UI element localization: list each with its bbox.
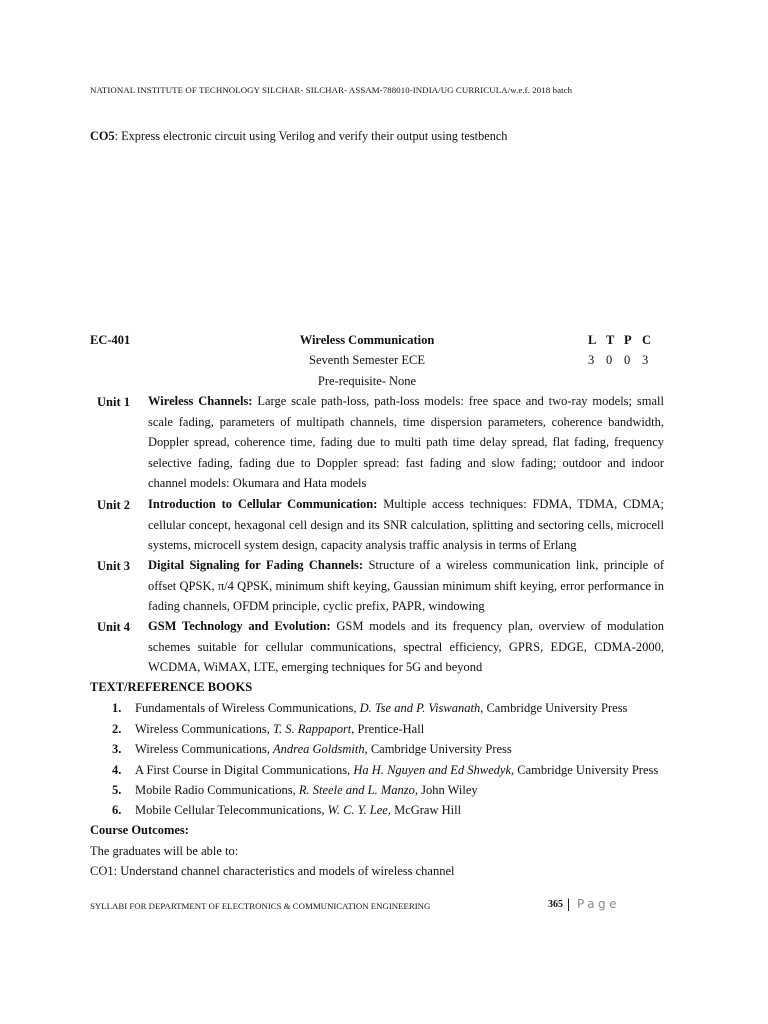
book-item	[112, 742, 512, 757]
book-publisher: , John Wiley	[414, 783, 478, 797]
book-author: D. Tse and P. Viswanath	[359, 701, 481, 715]
unit-3-label: Unit 3	[97, 559, 130, 573]
unit-1-label: Unit 1	[97, 395, 130, 409]
book-title: A First Course in Digital Communications,	[135, 763, 354, 777]
book-publisher: , Prentice-Hall	[351, 722, 425, 736]
unit-4-content	[148, 616, 664, 678]
unit-4-text: GSM models and its frequency plan, overview of modulation schemes suitable for cellular communications, spectral efficiency, GPRS, EDGE, CDMA-2000, WCDMA, WiMAX, LTE, emerging techniques for 5G and beyond	[148, 619, 664, 675]
unit-2-text: Multiple access techniques: FDMA, TDMA, CDMA; cellular concept, hexagonal cell design and its SNR calculation, splitting and sectoring cells, microcell systems, microcell system design, capacity analysis traffic analysis in terms of Erlang	[148, 497, 664, 553]
unit-2-content	[148, 494, 664, 556]
book-publisher: , McGraw Hill	[387, 803, 462, 817]
unit-2-label: Unit 2	[97, 498, 130, 512]
ltpc-header-c: C	[642, 333, 652, 347]
course-outcome-co1: CO1: Understand channel characteristics and models of wireless channel	[90, 864, 455, 878]
course-title: Wireless Communication	[299, 333, 435, 347]
book-title: Fundamentals of Wireless Communications,	[135, 701, 360, 715]
book-item	[112, 803, 461, 818]
course-prerequisite: Pre-requisite- None	[317, 374, 417, 388]
book-title: Wireless Communications,	[135, 722, 274, 736]
book-title: Mobile Cellular Telecommunications,	[135, 803, 328, 817]
course-outcome-co5	[90, 129, 507, 144]
unit-2-heading: Introduction to Cellular Communication:	[148, 497, 378, 511]
page-header: NATIONAL INSTITUTE OF TECHNOLOGY SILCHAR- SILCHAR- ASSAM-788010-INDIA/UG CURRICULA/w.e.f. 2018 batch	[90, 85, 573, 95]
page-separator: |	[567, 897, 571, 912]
book-author: W. C. Y. Lee	[327, 803, 388, 817]
book-publisher: , Cambridge University Press	[480, 701, 628, 715]
ltpc-header-p: P	[624, 333, 632, 347]
book-number: 6.	[112, 803, 122, 817]
book-number: 4.	[112, 763, 122, 777]
page-word: Page	[577, 897, 621, 911]
ltpc-header-t: T	[606, 333, 615, 347]
co5-label: CO5	[90, 129, 115, 143]
book-number: 2.	[112, 722, 122, 736]
ltpc-headers	[588, 333, 660, 348]
book-author: Andrea Goldsmith	[273, 742, 365, 756]
unit-1-content	[148, 391, 664, 494]
books-heading: TEXT/REFERENCE BOOKS	[90, 680, 253, 694]
unit-3-heading: Digital Signaling for Fading Channels:	[148, 558, 364, 572]
book-item	[112, 701, 627, 716]
ltpc-header-l: L	[588, 333, 597, 347]
ltpc-value-l: 3	[588, 353, 595, 367]
book-author: Ha H. Nguyen and Ed Shwedyk	[353, 763, 512, 777]
ltpc-value-t: 0	[606, 353, 613, 367]
book-item	[112, 763, 658, 778]
ltpc-values	[588, 353, 660, 368]
book-item	[112, 783, 478, 798]
ltpc-value-c: 3	[642, 353, 649, 367]
unit-4-heading: GSM Technology and Evolution:	[148, 619, 331, 633]
book-number: 1.	[112, 701, 122, 715]
unit-3-content	[148, 555, 664, 617]
book-number: 3.	[112, 742, 122, 756]
page-footer: SYLLABI FOR DEPARTMENT OF ELECTRONICS & COMMUNICATION ENGINEERING	[90, 901, 431, 911]
unit-4-label: Unit 4	[97, 620, 130, 634]
ltpc-value-p: 0	[624, 353, 631, 367]
page-number: 365	[548, 899, 563, 910]
course-outcomes-intro: The graduates will be able to:	[90, 844, 239, 858]
book-publisher: , Cambridge University Press	[364, 742, 512, 756]
book-item	[112, 722, 424, 737]
unit-1-text: Large scale path-loss, path-loss models: free space and two-ray models; small scale fading, parameters of multipath channels, time dispersion parameters, coherence bandwidth, Doppler spread, coherence time, fading due to multi path time delay spread, flat fading, frequency selective fading, fading due to Doppler spread: fast fading and slow fading; outdoor and indoor channel models: Okumara and Hata models	[148, 394, 664, 491]
book-author: T. S. Rappaport	[273, 722, 352, 736]
course-outcomes-heading: Course Outcomes:	[90, 823, 189, 837]
book-number: 5.	[112, 783, 122, 797]
course-semester: Seventh Semester ECE	[309, 353, 425, 367]
book-author: R. Steele and L. Manzo	[298, 783, 415, 797]
unit-1-heading: Wireless Channels:	[148, 394, 253, 408]
unit-3-text: Structure of a wireless communication link, principle of offset QPSK, π/4 QPSK, minimum shift keying, Gaussian minimum shift keying, error performance in fading channels, OFDM principle, cyclic prefix, PAPR, windowing	[148, 558, 664, 614]
book-title: Wireless Communications,	[135, 742, 274, 756]
book-title: Mobile Radio Communications,	[135, 783, 299, 797]
book-publisher: , Cambridge University Press	[511, 763, 659, 777]
co5-text: : Express electronic circuit using Verilog and verify their output using testbench	[114, 129, 508, 143]
course-code: EC-401	[90, 333, 131, 347]
